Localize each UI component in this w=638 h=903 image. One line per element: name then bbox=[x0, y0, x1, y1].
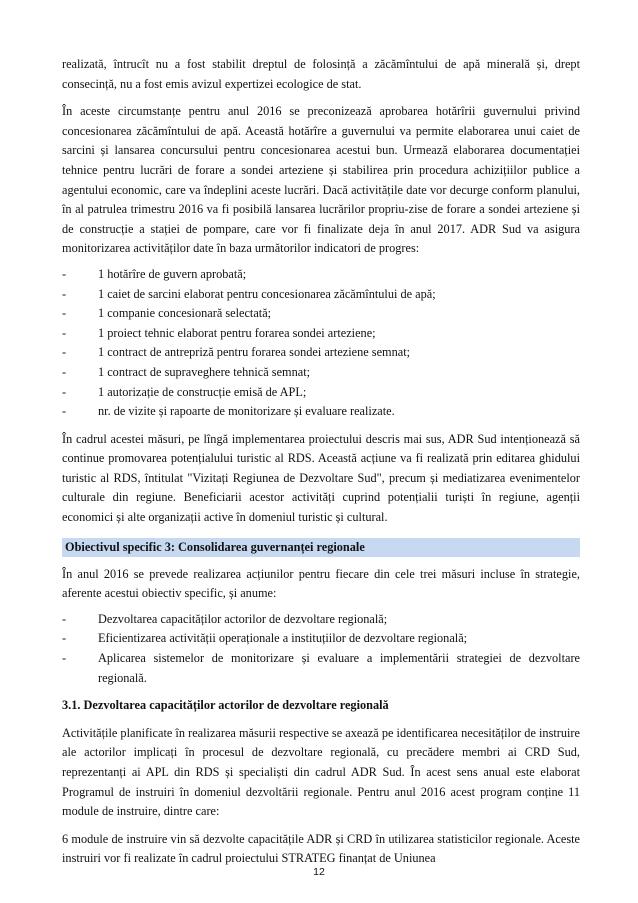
list-item: - Eficientizarea activității operaționale a instituțiilor de dezvoltare regională; bbox=[62, 629, 580, 649]
paragraph-activities: Activitățile planificate în realizarea măsurii respective se axează pe identificarea necesităților de instruire ale actorilor implicați în procesul de dezvoltare regională, cu precădere membri ai CRD Sud, reprezentanți ai APL din RDS și specialiști din cadrul ADR Sud. În acest sens anual este elaborat Programul de instruiri în domeniul dezvoltării regionale. Pentru anul 2016 acest program conține 11 module de instruire, dintre care: bbox=[62, 725, 580, 819]
list-item: - 1 contract de antrepriză pentru forarea sondei arteziene semnat; bbox=[62, 343, 580, 363]
paragraph-circumstances: În aceste circumstanțe pentru anul 2016 se preconizează aprobarea hotărîrii guvernului privind concesionarea zăcămîntului de apă. Această hotărîre a guvernului va permite elaborarea unui caiet de sarcini și lansarea concursului pentru concesionarea acestui bun. Urmează elaborarea documentației tehnice pentru lucrări de forare a sondei arteziene și stabilirea prin procedura achizițiilor publice a agentului economic, care va îndeplini aceste lucrări. Dacă activitățile date vor decurge conform planului, în al patrulea trimestru 2016 va fi posibilă lansarea lucrărilor propriu-zise de forare a sondei arteziene și de construcție a stației de pompare, care vor fi finalizate deja în anul 2017. ADR Sud va asigura monitorizarea activităților date în baza următorilor indicatori de progres: bbox=[62, 104, 580, 256]
progress-indicators-list bbox=[62, 265, 580, 422]
list-item: - 1 autorizație de construcție emisă de APL; bbox=[62, 383, 580, 403]
list-item: - nr. de vizite și rapoarte de monitorizare și evaluare realizate. bbox=[62, 402, 580, 422]
list-item: - Aplicarea sistemelor de monitorizare și evaluare a implementării strategiei de dezvoltare regională. bbox=[62, 649, 580, 688]
page-number: 12 bbox=[313, 866, 325, 878]
paragraph-objective: În anul 2016 se prevede realizarea acțiunilor pentru fiecare din cele trei măsuri incluse în strategie, aferente acestui obiectiv specific, și anume: bbox=[62, 566, 580, 601]
list-item: - 1 proiect tehnic elaborat pentru forarea sondei arteziene; bbox=[62, 324, 580, 344]
list-item: - 1 caiet de sarcini elaborat pentru concesionarea zăcămîntului de apă; bbox=[62, 285, 580, 305]
paragraph-tourism: În cadrul acestei măsuri, pe lîngă implementarea proiectului descris mai sus, ADR Sud intenționează să continue promovarea potențialului turistic al RDS. Această acțiune va fi realizată prin editarea ghidului turistic al RDS, întitulat "Vizitați Regiunea de Dezvoltare Sud", precum și mediatizarea evenimentelor culturale din regiune. Beneficiarii acestor activități cuprind potențialii turiști în regiune, agenții economici și alte organizații active în domeniul turistic și cultural. bbox=[62, 431, 580, 525]
list-item: - 1 companie concesionară selectată; bbox=[62, 304, 580, 324]
list-item: - 1 contract de supraveghere tehnică semnat; bbox=[62, 363, 580, 383]
measures-list bbox=[62, 610, 580, 688]
paragraph-modules: 6 module de instruire vin să dezvolte capacitățile ADR și CRD în utilizarea statisticilor regionale. Aceste instruiri vor fi realizate în cadrul proiectului STRATEG finanțat de Uniunea bbox=[62, 831, 580, 866]
objective-heading: Obiectivul specific 3: Consolidarea guvernanței regionale bbox=[62, 538, 580, 557]
list-item: - Dezvoltarea capacităților actorilor de dezvoltare regională; bbox=[62, 610, 580, 630]
list-item: - 1 hotărîre de guvern aprobată; bbox=[62, 265, 580, 285]
section-heading: 3.1. Dezvoltarea capacităților actorilor de dezvoltare regională bbox=[62, 698, 389, 713]
paragraph-continued: realizată, întrucît nu a fost stabilit dreptul de folosință a zăcămîntului de apă minerală și, drept consecință, nu a fost emis avizul expertizei ecologice de stat. bbox=[62, 57, 580, 91]
